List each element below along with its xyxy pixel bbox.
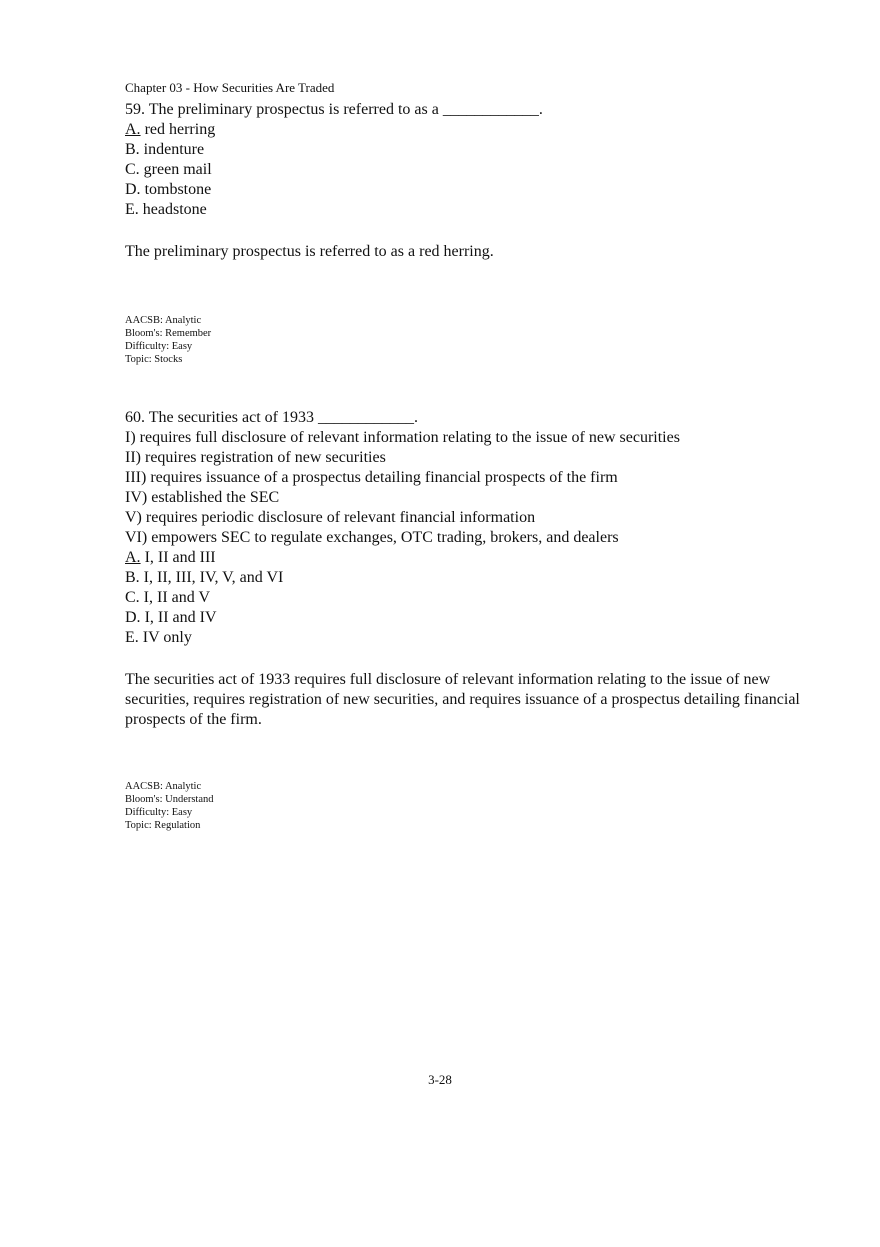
option-text: red herring (140, 121, 216, 138)
meta-aacsb: AACSB: Analytic (125, 781, 202, 792)
statement-i: I) requires full disclosure of relevant information relating to the issue of new securities (125, 429, 680, 446)
meta-blooms: Bloom's: Understand (125, 794, 214, 805)
option-text: green mail (139, 161, 212, 178)
question-metadata (125, 314, 825, 366)
meta-topic: Topic: Stocks (125, 354, 183, 365)
statement-v: V) requires periodic disclosure of relevant financial information (125, 509, 536, 526)
explanation: The securities act of 1933 requires full disclosure of relevant information relating to the issue of new securities, requires registration of new securities, and requires issuance of a prospectus detailing financial prospects of the firm. (125, 671, 800, 728)
meta-blooms: Bloom's: Remember (125, 328, 212, 339)
option-text: I, II and IV (140, 609, 217, 626)
option-a (125, 548, 825, 568)
option-a (125, 120, 825, 140)
option-text: tombstone (140, 181, 212, 198)
statement-vi: VI) empowers SEC to regulate exchanges, OTC trading, brokers, and dealers (125, 529, 619, 546)
option-letter: B. (125, 141, 140, 158)
option-letter: B. (125, 569, 140, 586)
correct-answer-letter: A. (125, 121, 141, 138)
option-text: I, II, III, IV, V, and VI (139, 569, 284, 586)
option-text: indenture (139, 141, 205, 158)
option-letter: D. (125, 609, 141, 626)
statement-ii: II) requires registration of new securities (125, 449, 386, 466)
statement-iii: III) requires issuance of a prospectus detailing financial prospects of the firm (125, 469, 618, 486)
option-letter: E. (125, 629, 139, 646)
option-b (125, 568, 825, 588)
option-text: I, II and III (140, 549, 216, 566)
page-number: 3-28 (428, 1072, 452, 1087)
option-d (125, 180, 825, 200)
option-c (125, 160, 825, 180)
option-letter: E. (125, 201, 139, 218)
option-text: IV only (138, 629, 192, 646)
explanation: The preliminary prospectus is referred to as a red herring. (125, 243, 494, 260)
option-text: headstone (138, 201, 207, 218)
option-d (125, 608, 825, 628)
option-letter: D. (125, 181, 141, 198)
statement-iv: IV) established the SEC (125, 489, 280, 506)
option-letter: C. (125, 161, 140, 178)
option-text: I, II and V (139, 589, 211, 606)
correct-answer-letter: A. (125, 549, 141, 566)
question-metadata (125, 780, 825, 832)
document-page (125, 80, 825, 832)
option-e (125, 628, 825, 648)
question-59 (125, 100, 825, 220)
question-60 (125, 408, 825, 648)
meta-topic: Topic: Regulation (125, 820, 201, 831)
option-e (125, 200, 825, 220)
meta-difficulty: Difficulty: Easy (125, 807, 193, 818)
option-b (125, 140, 825, 160)
option-c (125, 588, 825, 608)
meta-aacsb: AACSB: Analytic (125, 315, 202, 326)
question-stem: 60. The securities act of 1933 ____________. (125, 409, 418, 426)
chapter-header: Chapter 03 - How Securities Are Traded (125, 80, 335, 95)
option-letter: C. (125, 589, 140, 606)
question-stem: 59. The preliminary prospectus is referred to as a ____________. (125, 101, 543, 118)
meta-difficulty: Difficulty: Easy (125, 341, 193, 352)
